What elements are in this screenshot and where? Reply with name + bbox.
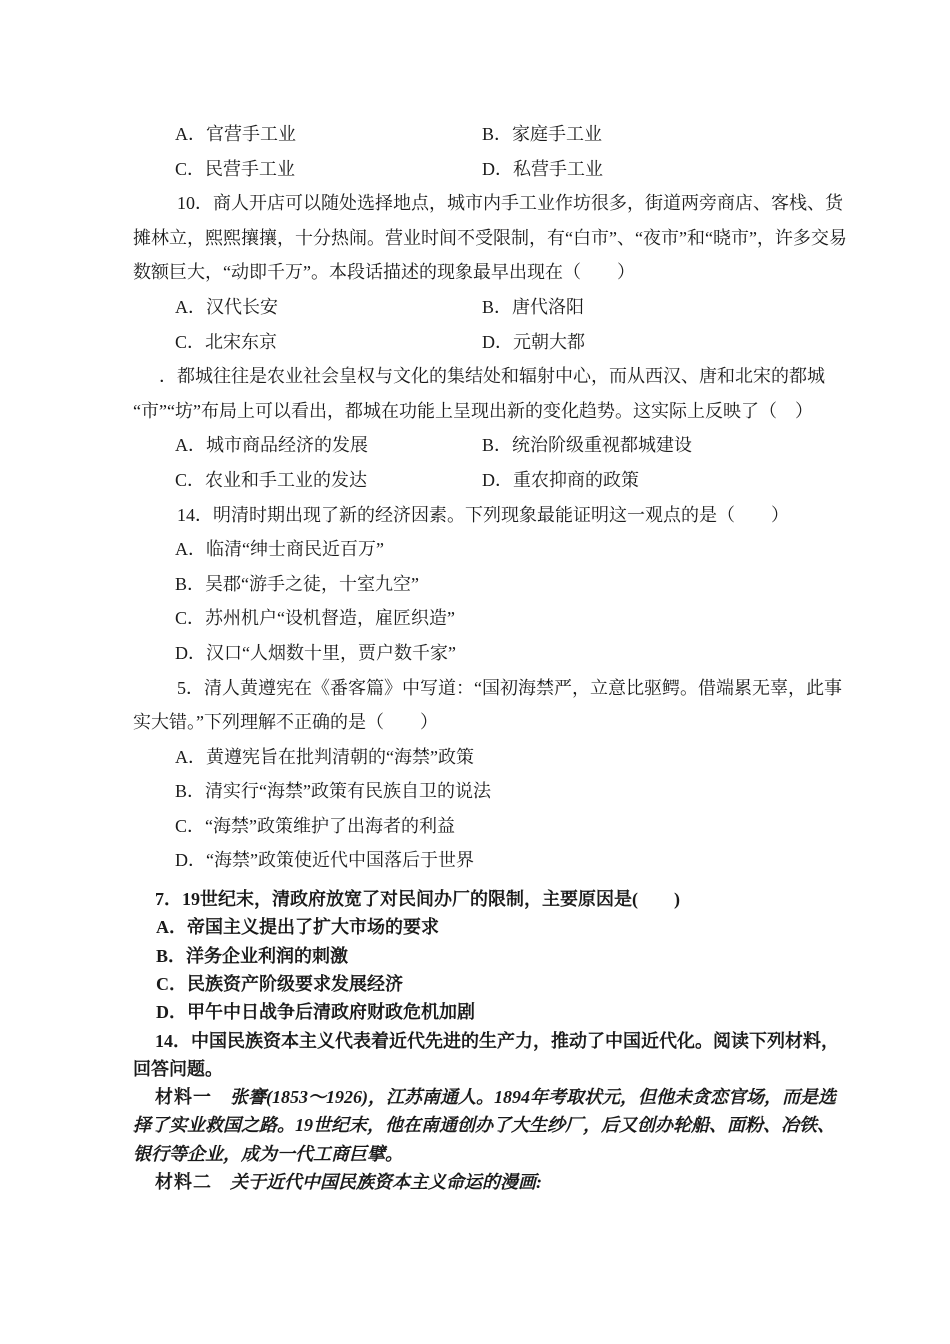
material-two-paragraph	[133, 1168, 848, 1196]
document-text-block	[133, 117, 848, 1196]
q9-options-row-cd	[133, 152, 848, 187]
q14-option-a: A．临清“绅士商民近百万”	[175, 539, 384, 560]
q11-stem: ．都城往往是农业社会皇权与文化的集结处和辐射中心，而从西汉、唐和北宋的都城“市”“坊”布局上可以看出，都城在功能上呈现出新的变化趋势。这实际上反映了（ ）	[133, 366, 825, 421]
q14-stem: 14．明清时期出现了新的经济因素。下列现象最能证明这一观点的是（ ）	[177, 504, 789, 525]
material-two-label: 材料二	[155, 1172, 212, 1193]
q10-options-row-ab	[133, 290, 848, 325]
q10-stem: 10．商人开店可以随处选择地点，城市内手工业作坊很多，街道两旁商店、客栈、货摊林立，熙熙攘攘，十分热闹。营业时间不受限制，有“白市”、“夜市”和“晓市”，许多交易数额巨大，“动即千万”。本段话描述的现象最早出现在（ ）	[133, 193, 847, 283]
material-one-label: 材料一	[155, 1087, 212, 1108]
q7-option-c: C．民族资产阶级要求发展经济	[156, 973, 403, 994]
q11-option-a: A．城市商品经济的发展	[175, 435, 368, 456]
q9-option-a: A．官营手工业	[175, 124, 296, 144]
section-bold-questions	[133, 885, 848, 1196]
q11-options-row-ab	[133, 428, 848, 463]
q14-option-b: B．吴郡“游手之徒，十室九空”	[175, 573, 419, 594]
q7-stem: 7．19世纪末，清政府放宽了对民间办厂的限制，主要原因是( )	[155, 889, 680, 910]
q10-option-a: A．汉代长安	[175, 296, 278, 317]
q14b-stem: 14．中国民族资本主义代表着近代先进的生产力，推动了中国近代化。阅读下列材料，回答问题。	[133, 1030, 839, 1079]
section-regular-questions	[133, 117, 848, 878]
q5-option-c: C．“海禁”政策维护了出海者的利益	[175, 815, 455, 836]
q5-option-b: B．清实行“海禁”政策有民族自卫的说法	[175, 781, 491, 802]
q9-option-c: C．民营手工业	[175, 158, 296, 179]
q11-options-row-cd	[133, 463, 848, 498]
q5-option-d: D．“海禁”政策使近代中国落后于世界	[175, 850, 474, 871]
material-one-text: 张謇(1853～1926)，江苏南通人。1894年考取状元，但他未贪恋官场，而是选择了实业救国之路。19世纪末，他在南通创办了大生纱厂，后又创办轮船、面粉、冶铁、银行等企业，成为一代工商巨擘。	[133, 1087, 836, 1164]
q11-option-b: B．统治阶级重视都城建设	[482, 435, 693, 456]
q10-options-row-cd	[133, 325, 848, 360]
q9-option-b: B．家庭手工业	[482, 124, 603, 144]
material-one-paragraph	[133, 1083, 848, 1168]
material-two-text: 关于近代中国民族资本主义命运的漫画:	[230, 1172, 542, 1193]
q9-options-row-ab	[133, 117, 848, 152]
q7-option-b: B．洋务企业利润的刺激	[156, 945, 349, 966]
q10-option-c: C．北宋东京	[175, 331, 278, 352]
q9-option-d: D．私营手工业	[482, 158, 603, 179]
q11-option-d: D．重农抑商的政策	[482, 469, 639, 490]
q14-option-d: D．汉口“人烟数十里，贾户数千家”	[175, 642, 456, 663]
q7-option-a: A．帝国主义提出了扩大市场的要求	[156, 917, 439, 938]
q10-option-d: D．元朝大都	[482, 331, 585, 352]
q11-option-c: C．农业和手工业的发达	[175, 469, 368, 490]
q5-option-a: A．黄遵宪旨在批判清朝的“海禁”政策	[175, 746, 474, 767]
q7-option-d: D．甲午中日战争后清政府财政危机加剧	[156, 1002, 475, 1023]
q10-option-b: B．唐代洛阳	[482, 296, 585, 317]
q5-stem: 5．清人黄遵宪在《番客篇》中写道：“国初海禁严，立意比驱鳄。借端累无辜，此事实大错。”下列理解不正确的是（ ）	[133, 677, 842, 733]
q14-option-c: C．苏州机户“设机督造，雇匠织造”	[175, 608, 455, 629]
